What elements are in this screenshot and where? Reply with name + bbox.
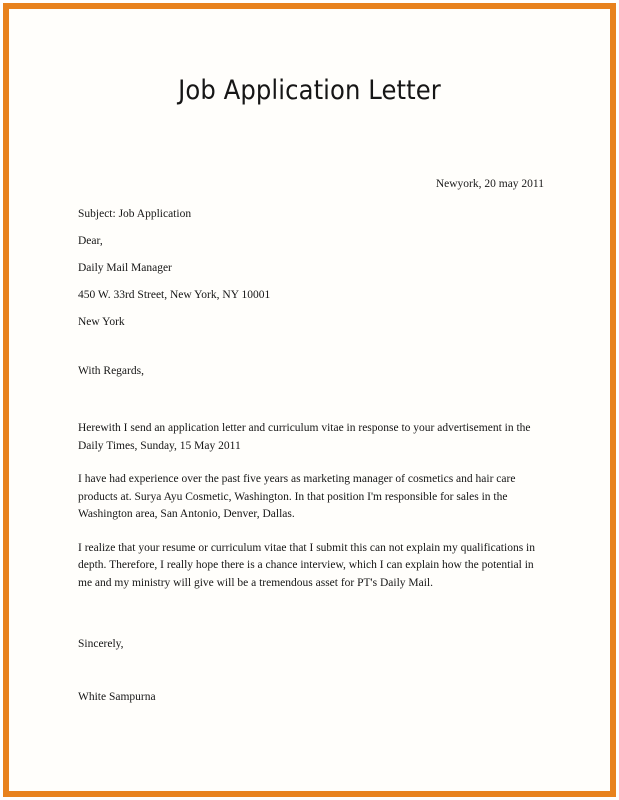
letter-body (78, 206, 540, 706)
regards-line: With Regards, (78, 365, 144, 377)
page-title: Job Application Letter (178, 75, 441, 106)
body-paragraph-2: I have had experience over the past five years as marketing manager of cosmetics and hair care products at. Surya Ayu Cosmetic, Washington. In that position I'm responsible for sales in the Washington area, San Antonio, Denver, Dallas. (78, 473, 516, 520)
orange-border (3, 3, 616, 797)
body-paragraph-1: Herewith I send an application letter and curriculum vitae in response to your advertisement in the Daily Times, Sunday, 15 May 2011 (78, 422, 531, 452)
recipient-name: Daily Mail Manager (78, 262, 172, 274)
closing-line: Sincerely, (78, 638, 124, 650)
subject-line: Subject: Job Application (78, 208, 192, 220)
recipient-address: 450 W. 33rd Street, New York, NY 10001 (78, 289, 271, 301)
body-paragraph-3: I realize that your resume or curriculum vitae that I submit this can not explain my qualifications in depth. Therefore, I really hope there is a chance interview, which I can explain how the potential in me and my ministry will give will be a tremendous asset for PT's Daily Mail. (78, 541, 535, 589)
letter-sheet (9, 9, 610, 791)
signature-name: White Sampurna (78, 691, 156, 703)
recipient-city: New York (78, 316, 125, 328)
salutation: Dear, (78, 235, 103, 247)
date-line: Newyork, 20 may 2011 (435, 178, 544, 190)
